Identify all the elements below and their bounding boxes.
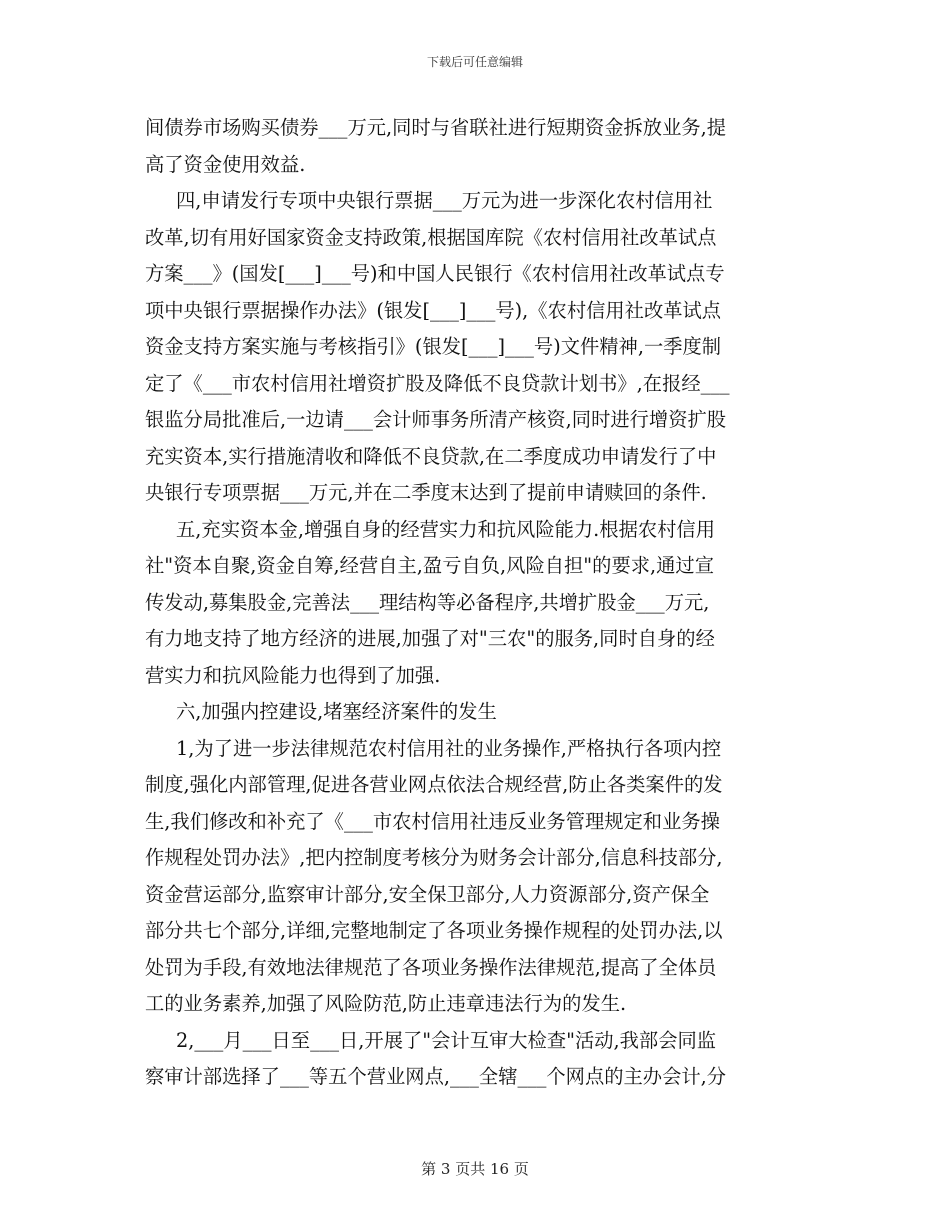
text-line: 资金营运部分,监察审计部分,安全保卫部分,人力资源部分,资产保全 <box>145 882 710 906</box>
text-line: 工的业务素养,加强了风险防范,防止违章违法行为的发生. <box>145 992 627 1015</box>
document-body <box>145 110 815 1096</box>
text-line: 定了《___市农村信用社增资扩股及降低不良贷款计划书》,在报经___ <box>145 371 730 395</box>
text-line: 社"资本自聚,资金自筹,经营自主,盈亏自负,风险自担"的要求,通过宣 <box>145 554 714 577</box>
text-line: 传发动,募集股金,完善法___理结构等必备程序,共增扩股金___万元, <box>145 590 710 614</box>
text-line: 资金支持方案实施与考核指引》(银发[___]___号)文件精神,一季度制 <box>145 335 722 358</box>
text-line: 制度,强化内部管理,促进各营业网点依法合规经营,防止各类案件的发 <box>145 773 723 796</box>
text-line: 有力地支持了地方经济的进展,加强了对"三农"的服务,同时自身的经 <box>145 627 715 650</box>
text-line: 银监分局批准后,一边请___会计师事务所清产核资,同时进行增资扩股 <box>145 408 727 431</box>
text-line: 六,加强内控建设,堵塞经济案件的发生 <box>176 700 497 723</box>
text-line: 间债券市场购买债券___万元,同时与省联社进行短期资金拆放业务,提 <box>145 116 727 139</box>
text-line: 项中央银行票据操作办法》(银发[___]___号),《农村信用社改革试点 <box>145 298 722 322</box>
text-line: 充实资本,实行措施清收和降低不良贷款,在二季度成功申请发行了中 <box>145 444 717 468</box>
text-line: 作规程处罚办法》,把内控制度考核分为财务会计部分,信息科技部分, <box>145 846 723 869</box>
text-line: 改革,切有用好国家资金支持政策,根据国库院《农村信用社改革试点 <box>145 225 717 249</box>
text-line: 2,___月___日至___日,开展了"会计互审大检查"活动,我部会同监 <box>176 1028 717 1052</box>
text-line: 五,充实资本金,增强自身的经营实力和抗风险能力.根据农村信用 <box>176 517 715 541</box>
text-line: 察审计部选择了___等五个营业网点,___全辖___个网点的主办会计,分 <box>145 1065 727 1088</box>
page-header: 下载后可任意编辑 <box>426 55 523 69</box>
text-line: 部分共七个部分,详细,完整地制定了各项业务操作规程的处罚办法,以 <box>145 919 723 942</box>
text-line: 1,为了进一步法律规范农村信用社的业务操作,严格执行各项内控 <box>176 736 722 760</box>
text-line: 处罚为手段,有效地法律规范了各项业务操作法律规范,提高了全体员 <box>145 955 717 979</box>
page-footer: 第 3 页共 16 页 <box>421 1160 529 1178</box>
text-line: 营实力和抗风险能力也得到了加强. <box>145 663 441 687</box>
text-line: 央银行专项票据___万元,并在二季度末达到了提前申请赎回的条件. <box>145 481 707 504</box>
text-line: 高了资金使用效益. <box>145 152 306 176</box>
text-line: 方案___》(国发[___]___号)和中国人民银行《农村信用社改革试点专 <box>145 262 725 285</box>
text-line: 生,我们修改和补充了《___市农村信用社违反业务管理规定和业务操 <box>145 809 720 833</box>
text-line: 四,申请发行专项中央银行票据___万元为进一步深化农村信用社 <box>176 189 713 212</box>
